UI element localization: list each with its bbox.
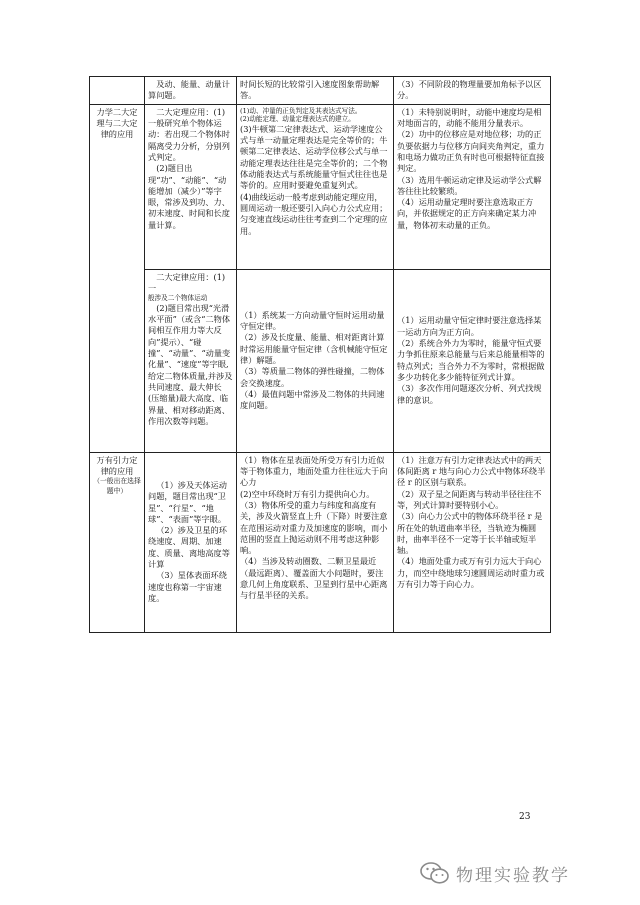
cell-text: （3）选用牛顿运动定律及运动学公式解答往往比较繁琐。	[397, 174, 542, 196]
cell-text: （2）系统合外力为零时，能量守恒式要力争抓住原来总能量与后来总能量相等的特点列式；当合外力不为零时，常根据做多少功转化多少能特征列式计算。	[397, 338, 545, 382]
cell-text: (2)空中环绕时万有引力提供向心力。	[240, 488, 375, 499]
method-cell	[237, 77, 394, 105]
method-cell	[237, 104, 394, 269]
cell-text: （1）注意万有引力定律表达式中的两天体间距离 r 地与向心力公式中物体环绕半径 r 的区别与联系。	[397, 454, 546, 488]
cell-text: （3）星体表面环绕速度也称第一宇宙速度。	[148, 570, 227, 604]
cell-text: （2）涉及卫星的环绕速度、周期、加速度、质量、离地高度等计算	[148, 525, 230, 570]
page-number: 23	[519, 812, 531, 822]
cell-text: （4）地面处重力或万有引力远大于向心力，而空中绕地球匀速圆周运动时重力或万有引力等于向心力。	[397, 556, 545, 590]
category-cell	[90, 452, 145, 632]
cell-text: （2）功中的位移应是对地位移；功的正负要依据力与位移方向间夹角判定，重力和电场力做功正负有时也可根据特征直接判定。	[397, 129, 545, 174]
cell-small-text: 般涉及二个物体运动	[148, 294, 208, 303]
table-row	[90, 452, 551, 632]
wechat-icon	[420, 861, 450, 885]
category-cell	[90, 77, 145, 105]
table-row	[90, 104, 551, 269]
content-table	[89, 76, 551, 633]
table-row	[90, 269, 551, 452]
cell-small-text: (1)动、冲量的正负判定及其表达式写法。	[240, 106, 362, 115]
method-cell	[237, 269, 394, 452]
category-cell	[90, 104, 145, 452]
note-cell	[394, 452, 551, 632]
cell-text: 及动、能量、动量计算问题。	[148, 79, 230, 101]
cell-text: （3）向心力公式中的物体环绕半径 r 是所在处的轨道曲率半径，当轨迹为椭圆时，曲率半径不一定等于长半轴或短半轴。	[397, 511, 543, 556]
cell-text: （2）双子星之间距离与转动半径往往不等，列式计算时要特别小心。	[397, 488, 542, 510]
note-cell	[394, 104, 551, 269]
watermark	[420, 860, 570, 886]
note-cell	[394, 77, 551, 105]
cell-text: （4）当涉及转动圈数、二颗卫星最近（最远距离）、覆盖面大小问题时，要注意几何上角度联系、卫星到行星中心距离与行星半径的关系。	[240, 556, 388, 601]
cell-text: （1）未特别说明时，动能中速度均是相对地面言的，动能不能用分量表示。	[397, 106, 542, 128]
cell-text: （4）运用动量定理时要注意选取正方向，并依据规定的正方向来确定某力冲量，物体初末动量的正负。	[397, 197, 537, 230]
category-note: （一般出在选择题中）	[93, 477, 141, 495]
cell-text: (3)牛顿第二定律表达式、运动学速度公式与单一动量定理表达是完全等价的；牛顿第二定律表达、运动学位移公式与单一动能定理表达往往是完全等价的；二个物体动能表达式与系统能量守恒式往往也是等价的。应用时要避免重复列式。	[240, 123, 388, 191]
cell-text: （2）涉及长度量、能量、相对距离计算时常运用能量守恒定律（含机械能守恒定律）解题。	[240, 332, 388, 365]
situation-cell	[145, 269, 237, 452]
cell-text: （1）物体在星表面处所受万有引力近似等于物体重力，地面处重力往往远大于向心力	[240, 454, 388, 488]
situation-cell	[145, 77, 237, 105]
situation-cell	[145, 452, 237, 632]
cell-text: （3）等质量二物体的弹性碰撞，二物体会交换速度。	[240, 366, 385, 388]
table-row	[90, 77, 551, 105]
cell-text: （1）涉及天体运动问题，题目常出现“卫星”、“行星”、“地球”、“表面”等字眼。	[148, 479, 227, 524]
cell-text: （3）不同阶段的物理量要加角标予以区分。	[397, 79, 542, 101]
watermark-text: 物理实验教学	[456, 865, 570, 886]
cell-text: 二大定理应用：(1)一般研究单个物体运动：若出现二个物体时隔离受力分析，分别列式判定。	[148, 106, 230, 162]
cell-small-text: (2)动能定理、动量定理表达式的建立。	[240, 115, 355, 124]
note-cell	[394, 269, 551, 452]
category-label: 万有引力定律的应用	[96, 454, 138, 476]
cell-text: （4）最值问题中常涉及二物体的共同速度问题。	[240, 388, 385, 411]
cell-text: (2)题目常出现“光滑水平面”（或含“二物体间相互作用力等大反向”提示）、“碰撞”、“动量”、“动量变化量”、“速度”等字眼,给定二物体质量,并涉及共同速度、最大伸长(压缩量)最大高度、临界量、相对移动距离、作用次数等问题。	[148, 302, 233, 426]
cell-text: (4)曲线运动一般考虑到动能定理应用，圆周运动一般还要引入向心力公式应用；匀变速直线运动往往考查到二个定理的应用。	[240, 191, 388, 236]
cell-text: （3）物体所受的重力与纬度和高度有关，涉及火箭竖直上升（下降）时要注意在范围运动对重力及加速度的影响，而小范围的竖直上抛运动则不用考虑这种影响。	[240, 499, 388, 556]
cell-text: (2)题目出现“功”、“动能”、“动能增加（减少）”等字眼，常涉及到功、力、初末速度、时间和长度量计算。	[148, 163, 230, 230]
method-cell	[237, 452, 394, 632]
cell-text: （1）系统某一方向动量守恒时运用动量守恒定律。	[240, 309, 385, 332]
category-label: 力学二大定理与二大定律的应用	[96, 106, 138, 140]
cell-text: （1）运用动量守恒定律时要注意选择某一运动方向为正方向。	[397, 315, 542, 337]
cell-text: （3）多次作用问题逐次分析、列式找规律的意识。	[397, 383, 542, 405]
cell-text: 二大定律应用：(1)一	[148, 271, 226, 293]
situation-cell	[145, 104, 237, 269]
cell-text: 时间长短的比较常引入速度图象帮助解答。	[240, 79, 380, 101]
